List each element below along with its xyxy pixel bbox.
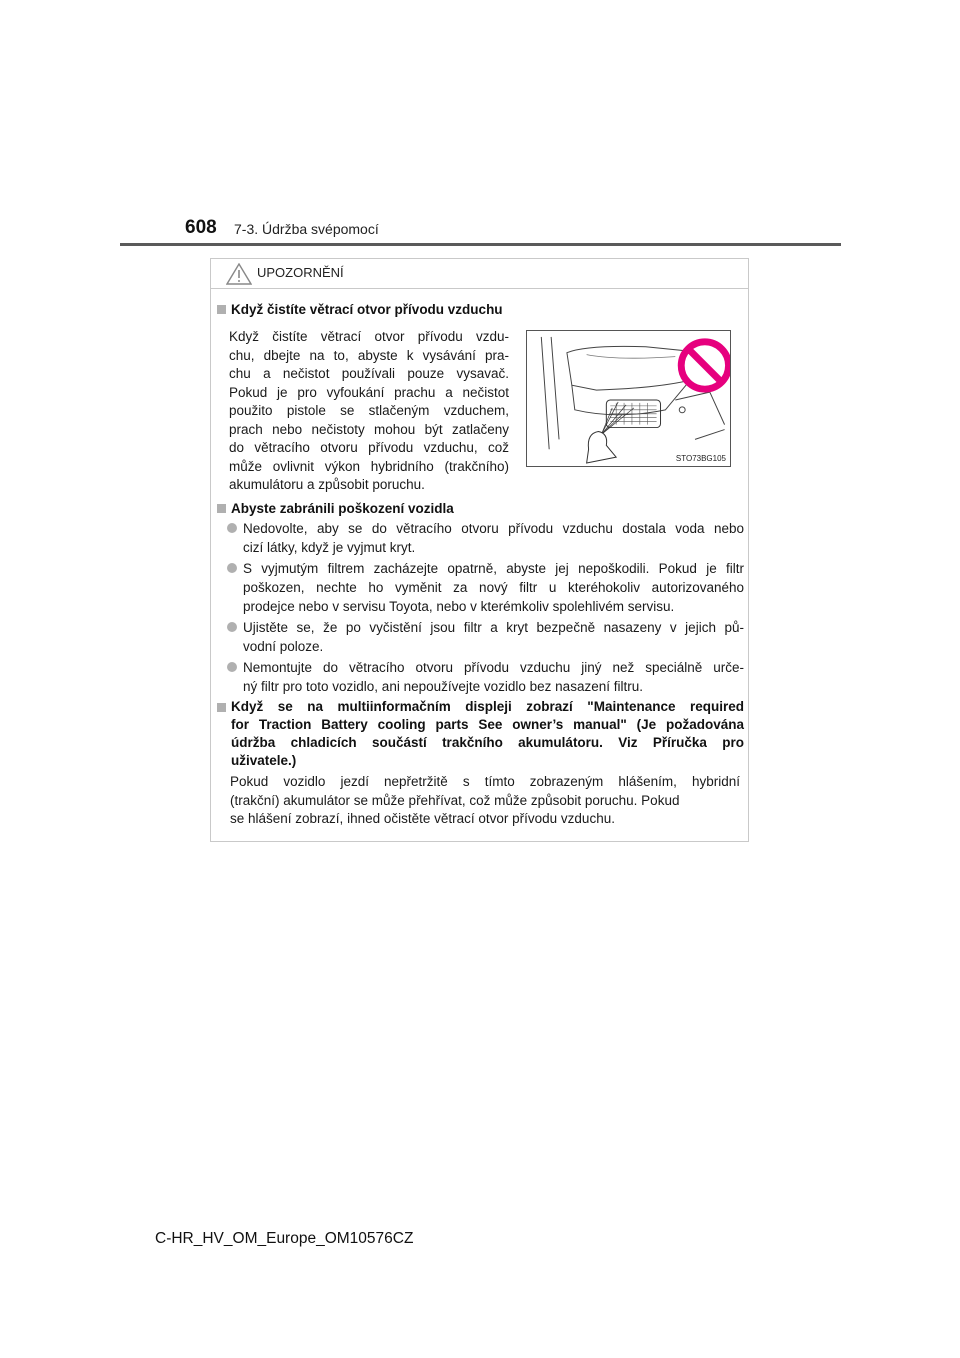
page-number: 608	[185, 217, 217, 238]
warning-header	[211, 259, 748, 289]
text-line: vodní poloze.	[243, 639, 324, 654]
header-rule	[120, 243, 841, 246]
text-line: ný filtr pro toto vozidlo, ani nepoužívejte vozidlo bez nasazení filtru.	[243, 679, 643, 694]
text-line: (trakční) akumulátor se může přehřívat, což může způsobit poruchu. Pokud	[230, 792, 680, 808]
text-line: S vyjmutým filtrem zacházejte opatrně, abyste jej nepoškodili. Pokud je filtr	[243, 561, 744, 576]
text-line: Pokud vozidlo jezdí nepřetržitě s tímto zobrazeným hlášením, hybridní	[230, 774, 740, 789]
text-line: použito pistole se stlačeným vzduchem,	[229, 403, 509, 418]
square-bullet-icon	[217, 504, 226, 513]
section-heading-cleaning: Když čistíte větrací otvor přívodu vzduchu	[217, 301, 503, 319]
text-line: akumulátoru a způsobit poruchu.	[229, 477, 425, 492]
document-code: C-HR_HV_OM_Europe_OM10576CZ	[155, 1230, 414, 1247]
warning-triangle-icon	[226, 263, 252, 285]
text-line: do větracího otvoru přívodu vzduchu, což	[229, 440, 509, 455]
text-line: chu a nečistot používali pouze vysavač.	[229, 366, 509, 381]
circle-bullet-icon	[227, 662, 237, 672]
text-line: for Traction Battery cooling parts See owner’s manual" (Je požadována	[231, 717, 744, 732]
text-line: prodejce nebo v servisu Toyota, nebo v kterémkoliv spolehlivém servisu.	[243, 599, 675, 614]
prohibited-icon	[681, 342, 728, 389]
text-line: poškozen, nechte ho vyměnit za nový filtr u kteréhokoliv autorizovaného	[243, 580, 744, 595]
circle-bullet-icon	[227, 622, 237, 632]
warning-box	[210, 258, 749, 842]
text-line: prach nebo nečistoty mohou být zatlačeny	[229, 421, 509, 437]
section-title: 7-3. Údržba svépomocí	[234, 221, 379, 237]
text-line: uživatele.)	[231, 753, 297, 768]
text-line: Ujistěte se, že po vyčistění jsou filtr a kryt bezpečně nasazeny v jejich pů-	[243, 620, 744, 635]
section-heading-maintenance-message	[217, 698, 744, 770]
text-line: Pokud je pro vyfoukání prachu a nečistot	[229, 384, 509, 400]
air-intake-figure	[526, 330, 731, 467]
text-line: Když se na multiinformačním displeji zobrazí "Maintenance required	[231, 699, 744, 714]
text-line: cizí látky, když je vyjmut kryt.	[243, 540, 416, 555]
cleaning-paragraph	[229, 328, 509, 495]
circle-bullet-icon	[227, 563, 237, 573]
air-intake-illustration	[527, 331, 730, 466]
figure-code: STO73BG105	[675, 454, 726, 463]
text-line: Nemontujte do větracího otvoru přívodu vzduchu jiný než speciálně urče-	[243, 660, 744, 675]
text-line: Když čistíte větrací otvor přívodu vzdu-	[229, 329, 509, 344]
warning-label: UPOZORNĚNÍ	[257, 265, 344, 280]
text-line: chu, dbejte na to, abyste k vysávání pra-	[229, 347, 509, 363]
square-bullet-icon	[217, 703, 226, 712]
text-line: se hlášení zobrazí, ihned očistěte větrací otvor přívodu vzduchu.	[230, 811, 615, 826]
text-line: údržba chladicích součástí trakčního akumulátoru. Viz Příručka pro	[231, 735, 744, 750]
text-line: Nedovolte, aby se do větracího otvoru přívodu vzduchu dostala voda nebo	[243, 521, 744, 536]
square-bullet-icon	[217, 305, 226, 314]
maintenance-paragraph	[230, 773, 740, 829]
circle-bullet-icon	[227, 523, 237, 533]
section-heading-damage: Abyste zabránili poškození vozidla	[217, 500, 454, 518]
text-line: může ovlivnit výkon hybridního (trakčního)	[229, 458, 509, 474]
